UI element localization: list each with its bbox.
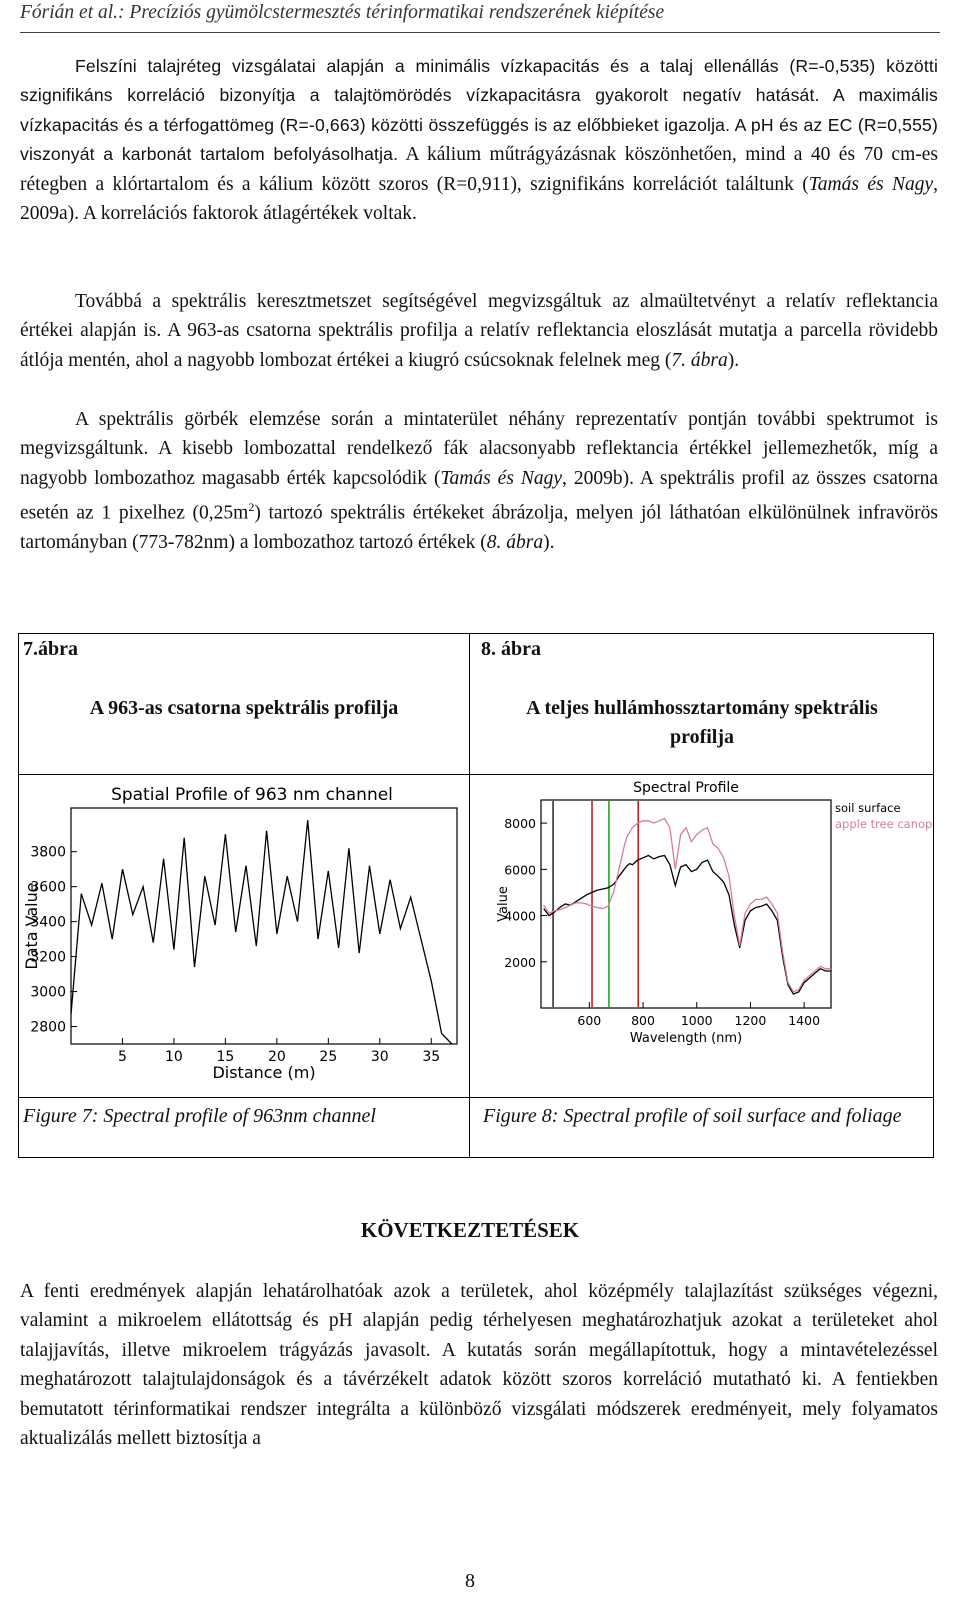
- spectral-profile-chart: [471, 776, 933, 1096]
- figure-7-title: A 963-as csatorna spektrális profilja: [89, 697, 399, 719]
- x-tick-label: 30: [370, 1049, 389, 1065]
- spatial-profile-chart: [19, 776, 469, 1096]
- paragraph-3: [20, 405, 938, 558]
- plot-frame: [71, 808, 457, 1044]
- table-caption-divider: [19, 1097, 933, 1098]
- y-tick-label: 8000: [504, 816, 536, 832]
- paragraph-1-citation: Tamás és Nagy: [808, 173, 934, 195]
- x-tick-label: 600: [577, 1013, 602, 1028]
- y-tick-label: 3800: [30, 844, 66, 861]
- chart-title: Spatial Profile of 963 nm channel: [111, 785, 393, 805]
- paragraph-2-part-2: ).: [727, 349, 740, 371]
- figure-table: [18, 633, 934, 1158]
- x-tick-label: 20: [267, 1049, 286, 1065]
- figure-8-caption: Figure 8: Spectral profile of soil surface and foliage: [483, 1105, 902, 1127]
- table-column-divider: [469, 634, 470, 1157]
- x-tick-label: 10: [165, 1049, 183, 1065]
- y-tick-label: 2800: [30, 1019, 66, 1036]
- paragraph-3-superscript: 2: [248, 500, 255, 515]
- legend-entry: soil surface: [835, 801, 901, 815]
- paragraph-3-figure-ref: 8. ábra: [486, 532, 544, 554]
- x-tick-label: 35: [422, 1049, 441, 1065]
- x-tick-label: 1000: [680, 1013, 713, 1028]
- figure-8-panel: [471, 776, 933, 1096]
- paragraph-3-part-3: ) tartozó spektrális értékeket ábrázolja, melyen jól láthatóan elkülönülnek infravörös tartományban (773-782nm) a lombozathoz tartozó értékek (: [20, 502, 939, 554]
- figure-7-label: 7.ábra: [23, 638, 78, 660]
- figure-7-caption: Figure 7: Spectral profile of 963nm channel: [23, 1105, 376, 1127]
- y-axis-label: Data Value: [22, 882, 41, 970]
- y-axis-label: Value: [496, 886, 511, 922]
- paragraph-3-part-1: A spektrális görbék elemzése során a mintaterület néhány reprezentatív pontján további spektrumot is megvizsgáltunk. A kisebb lombozattal rendelkező fák alacsonyabb reflektancia értékkel jellemezhetők, míg a nagyobb lombozathoz magasabb érték kapcsolódik (: [20, 409, 938, 489]
- x-tick-label: 1400: [788, 1013, 821, 1028]
- x-tick-label: 5: [118, 1049, 127, 1065]
- paragraph-1-part-1: Felszíni talajréteg vizsgálatai alapján a minimális vízkapacitás és a talaj ellenállás (R=-0,535) közötti szignifikáns korreláció bizonyítja a talajtömörödés vízkapacitásra gyakorolt negatív hatását. A maximális vízkapacitás és a térfogattömeg (R=-0,663) közötti összefüggés is az előbbieket igazolja. A pH és az EC (R=0,555) viszonyát a karbonát tartalom befolyásolhatja.: [20, 56, 938, 165]
- y-tick-label: 6000: [504, 862, 536, 878]
- y-tick-label: 3200: [30, 949, 66, 966]
- x-axis-label: Distance (m): [212, 1063, 316, 1082]
- paragraph-1-part-2: A kálium műtrágyázásnak köszönhetően, mind a 40 és 70 cm-es rétegben a klórtartalom és a kálium között szoros (R=0,911), szignifikáns korrelációt találtunk (: [20, 144, 938, 195]
- y-tick-label: 3600: [30, 879, 66, 896]
- figure-8-label: 8. ábra: [481, 638, 541, 660]
- page-number: 8: [465, 1570, 475, 1592]
- table-header-divider: [19, 774, 933, 775]
- paragraph-3-part-2: , 2009b). A spektrális profil az összes csatorna esetén az 1 pixelhez (0,25m: [20, 467, 938, 524]
- x-axis-label: Wavelength (nm): [629, 1031, 743, 1046]
- header-author: Fórián et al.: [20, 2, 119, 23]
- header-title: : Precíziós gyümölcstermesztés térinformatikai rendszerének kiépítése: [118, 2, 665, 23]
- y-tick-label: 4000: [504, 908, 536, 924]
- paragraph-2-figure-ref: 7. ábra: [671, 349, 728, 371]
- y-tick-label: 2000: [504, 954, 536, 970]
- figure-7-panel: [19, 776, 469, 1096]
- paragraph-2: [20, 287, 938, 375]
- section-heading: KÖVETKEZTETÉSEK: [360, 1218, 580, 1242]
- legend-entry: apple tree canopy: [835, 817, 933, 831]
- series-line-2: [544, 819, 831, 992]
- x-tick-label: 1200: [734, 1013, 767, 1028]
- paragraph-3-citation: Tamás és Nagy: [440, 467, 563, 489]
- series-line-1: [71, 820, 452, 1044]
- header-rule: [20, 32, 940, 33]
- running-header: [20, 2, 940, 24]
- x-tick-label: 15: [216, 1049, 235, 1065]
- x-tick-label: 25: [319, 1049, 338, 1065]
- figure-8-title: A teljes hullámhossztartomány spektrális profilja: [526, 697, 878, 748]
- y-tick-label: 3000: [30, 984, 66, 1001]
- chart-title: Spectral Profile: [633, 780, 739, 796]
- paragraph-4-text: A fenti eredmények alapján lehatárolhatóak azok a területek, ahol középmély talajlazítást szükséges végezni, valamint a mikroelem ellátottság és pH alapján pedig térhelyesen meghatározhatjuk azokat a területeket ahol talajjavítás, illetve mikroelem trágyázás javasolt. A kutatás során megállapítottuk, hogy a mintavételezéssel meghatározott talajtulajdonságok és a távérzékelt adatok között szoros korreláció mutatható ki. A fentiekben bemutatott térinformatikai rendszer integrálta a különböző vizsgálati módszerek eredményeit, mely folyamatos aktualizálás mellett biztosítja a: [20, 1281, 938, 1450]
- paragraph-2-part-1: Továbbá a spektrális keresztmetszet segítségével megvizsgáltuk az almaültetvényt a relatív reflektancia értékei alapján is. A 963-as csatorna spektrális profilja a relatív reflektancia eloszlását mutatja a parcella rövidebb átlója mentén, ahol a nagyobb lombozat értékei a kiugró csúcsoknak felelnek meg (: [20, 291, 938, 371]
- paragraph-1-part-3: , 2009a). A korrelációs faktorok átlagértékek voltak.: [20, 173, 938, 225]
- y-tick-label: 3400: [30, 914, 66, 931]
- paragraph-4: [20, 1277, 938, 1453]
- x-tick-label: 800: [631, 1013, 655, 1028]
- paragraph-1: [20, 52, 938, 228]
- series-line-1: [544, 856, 831, 995]
- paragraph-3-part-4: ).: [543, 532, 555, 554]
